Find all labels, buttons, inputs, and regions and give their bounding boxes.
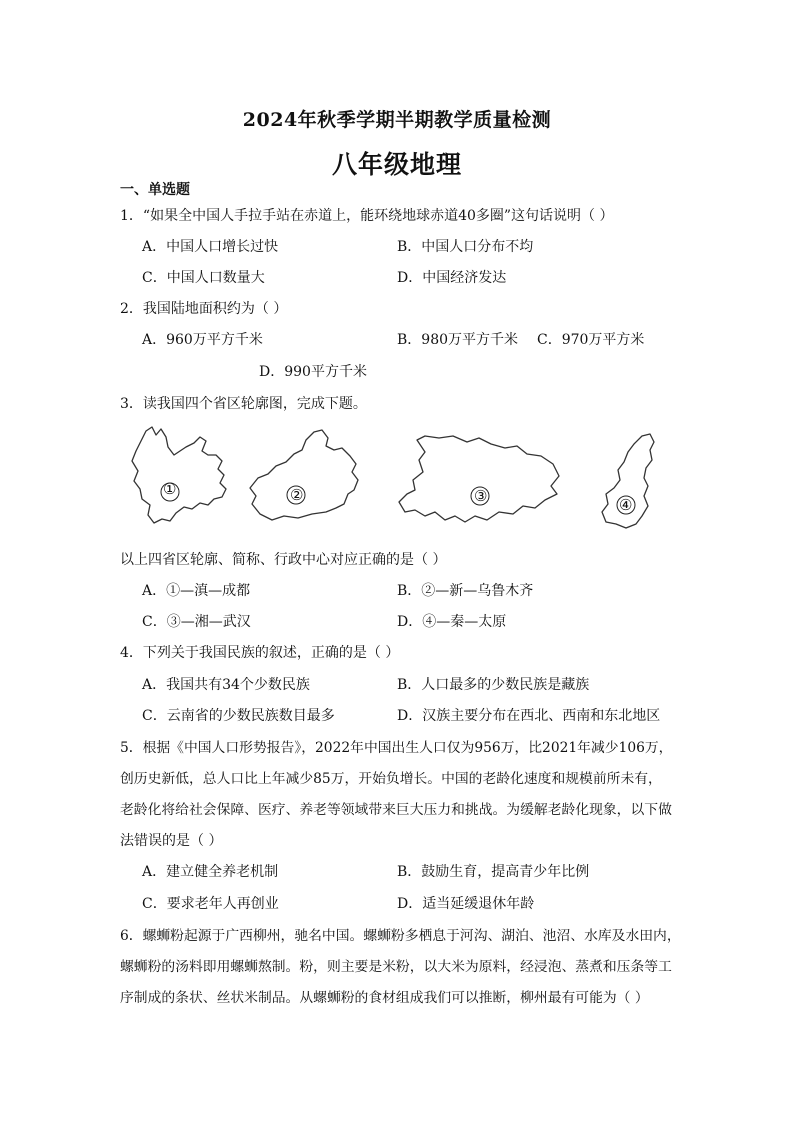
q1-option-c: C．中国人口数量大 — [142, 270, 265, 286]
q6-line-2: 螺蛳粉的汤料即用螺蛳熬制。粉，则主要是米粉，以大米为原料，经浸泡、蒸煮和压条等工 — [120, 959, 672, 975]
q6-line-1: 6．螺蛳粉起源于广西柳州，驰名中国。螺蛳粉多栖息于河沟、湖泊、池沼、水库及水田内， — [120, 928, 681, 944]
q1-stem: 1．“如果全中国人手拉手站在赤道上，能环绕地球赤道40多圈”这句话说明（ ） — [120, 208, 614, 224]
q4-option-a: A．我国共有34个少数民族 — [142, 677, 310, 693]
q4-stem: 4．下列关于我国民族的叙述，正确的是（ ） — [120, 645, 400, 661]
q4-option-c: C．云南省的少数民族数目最多 — [142, 708, 335, 724]
q1-option-b: B．中国人口分布不均 — [397, 239, 534, 255]
q2-option-c: C．970万平方米 — [537, 332, 645, 348]
q5-line-1: 5．根据《中国人口形势报告》，2022年中国出生人口仅为956万，比2021年减少106万， — [120, 740, 673, 756]
subject-title: 八年级地理 — [331, 150, 462, 179]
q3-option-b: B．②—新—乌鲁木齐 — [397, 583, 534, 599]
province-outline-3 — [395, 432, 565, 532]
q2-stem: 2．我国陆地面积约为（ ） — [120, 301, 288, 317]
q5-option-a: A．建立健全养老机制 — [142, 864, 279, 880]
q2-option-a: A．960万平方千米 — [142, 332, 263, 348]
q3-stem: 3．读我国四个省区轮廓图，完成下题。 — [120, 396, 367, 412]
province-outline-2 — [246, 428, 361, 526]
q5-option-b: B．鼓励生育，提高青少年比例 — [397, 864, 590, 880]
map-label-2: ② — [290, 486, 304, 504]
q2-option-b: B．980万平方千米 — [397, 332, 519, 348]
q6-line-3: 序制成的条状、丝状米制品。从螺蛳粉的食材组成我们可以推断，柳州最有可能为（ ） — [120, 990, 649, 1006]
q3-option-d: D．④—秦—太原 — [397, 614, 507, 630]
map-label-4: ④ — [619, 496, 633, 514]
q3-option-c: C．③—湘—武汉 — [142, 614, 251, 630]
q1-option-d: D．中国经济发达 — [397, 270, 507, 286]
q5-option-d: D．适当延缓退休年龄 — [397, 896, 535, 912]
q1-option-a: A．中国人口增长过快 — [142, 239, 279, 255]
exam-title: 2024年秋季学期半期教学质量检测 — [242, 109, 552, 131]
province-outline-4 — [598, 432, 660, 532]
q4-option-b: B．人口最多的少数民族是藏族 — [397, 677, 590, 693]
q5-line-4: 法错误的是（ ） — [120, 833, 223, 849]
q5-option-c: C．要求老年人再创业 — [142, 896, 279, 912]
province-outline-1 — [128, 425, 233, 535]
q4-option-d: D．汉族主要分布在西北、西南和东北地区 — [397, 708, 661, 724]
map-label-3: ③ — [474, 487, 488, 505]
q5-line-2: 创历史新低，总人口比上年减少85万，开始负增长。中国的老龄化速度和规模前所未有， — [120, 771, 662, 787]
q2-option-d: D．990平方千米 — [259, 364, 367, 380]
q3-sub-stem: 以上四省区轮廓、简称、行政中心对应正确的是（ ） — [120, 552, 447, 568]
q5-line-3: 老龄化将给社会保障、医疗、养老等领域带来巨大压力和挑战。为缓解老龄化现象，以下做 — [120, 802, 672, 818]
q3-option-a: A．①—滇—成都 — [142, 583, 251, 599]
section-heading: 一、单选题 — [120, 182, 190, 198]
map-label-1: ① — [163, 480, 177, 498]
